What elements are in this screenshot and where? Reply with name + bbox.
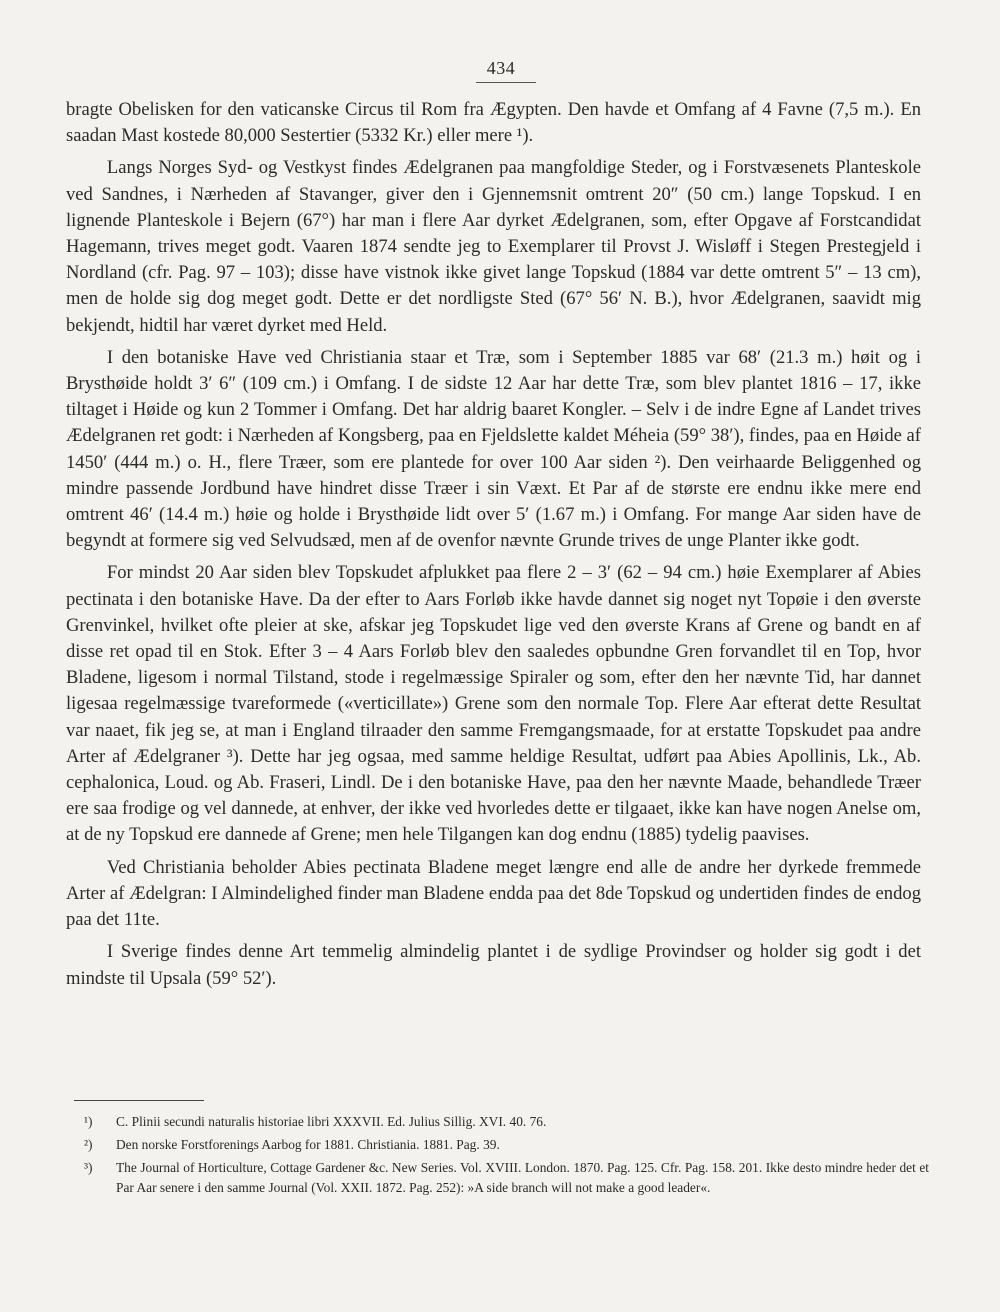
footnote-mark: ³) — [84, 1160, 93, 1175]
footnote-3 — [74, 1158, 929, 1198]
footnote-divider — [74, 1100, 204, 1101]
footnote-text: The Journal of Horticulture, Cottage Gardener &c. New Series. Vol. XVIII. London. 1870. Pag. 125. Cfr. Pag. 158. 201. Ikke desto mindre heder det et Par Aar senere i den samme Journal (Vol. XXII. 1872. Pag. 252): »A side branch will not make a good leader«. — [116, 1160, 929, 1195]
body-text — [66, 97, 921, 998]
footnotes — [74, 1112, 929, 1201]
footnote-2 — [74, 1135, 929, 1155]
footnote-1 — [74, 1112, 929, 1132]
footnote-text: C. Plinii secundi naturalis historiae libri XXXVII. Ed. Julius Sillig. XVI. 40. 76. — [116, 1114, 547, 1129]
page-number: 434 — [486, 58, 516, 78]
footnote-text: Den norske Forstforenings Aarbog for 1881. Christiania. 1881. Pag. 39. — [116, 1137, 500, 1152]
paragraph-6: I Sverige findes denne Art temmelig almindelig plantet i de sydlige Provindser og holder sig godt i det mindste til Upsala (59° 52′). — [66, 941, 921, 989]
paragraph-4: For mindst 20 Aar siden blev Topskudet afplukket paa flere 2 – 3′ (62 – 94 cm.) høie Exemplarer af Abies pectinata i den botaniske Have. Da der efter to Aars Forløb ikke havde dannet sig noget nyt Topøie i den øverste Grenvinkel, hvilket ofte pleier at ske, afskar jeg Topskudet lige ved den øverste Krans af Grene og bandt en af disse ret opad til en Stok. Efter 3 – 4 Aars Forløb blev den saaledes opbundne Gren forvandlet til en Top, hvor Bladene, ligesom i normal Tilstand, stode i regelmæssige Spiraler og som, efter den her nævnte Tid, har dannet ligesaa regelmæssige tvareformede («verticillate») Grene som den normale Top. Flere Aar efterat dette Resultat var naaet, fik jeg se, at man i England tilraader den samme Fremgangsmaade, for at erstatte Topskudet paa andre Arter af Ædelgraner ³). Dette har jeg ogsaa, med samme heldige Resultat, udført paa Abies Apollinis, Lk., Ab. cephalonica, Loud. og Ab. Fraseri, Lindl. De i den botaniske Have, paa den her nævnte Maade, behandlede Træer ere saa frodige og vel dannede, at enhver, der ikke ved hvorledes dette er tilgaaet, ikke kan have nogen Anelse om, at de ny Topskud ere dannede af Grene; men hele Tilgangen kan dog endnu (1885) tydelig paavises. — [66, 562, 921, 846]
paragraph-5: Ved Christiania beholder Abies pectinata Bladene meget længre end alle de andre her dyrkede fremmede Arter af Ædelgran: I Almindelighed finder man Bladene endda paa det 8de Topskud og undertiden findes de endog paa det 11te. — [66, 856, 921, 931]
footnote-mark: ¹) — [84, 1114, 93, 1129]
paragraph-3: I den botaniske Have ved Christiania staar et Træ, som i September 1885 var 68′ (21.3 m.) høit og i Brysthøide holdt 3′ 6″ (109 cm.) i Omfang. I de sidste 12 Aar har dette Træ, som blev plantet 1816 – 17, ikke tiltaget i Høide og kun 2 Tommer i Omfang. Det har aldrig baaret Kongler. – Selv i de indre Egne af Landet trives Ædelgranen ret godt: i Nærheden af Kongsberg, paa en Fjeldslette kaldet Méheia (59° 38′), findes, paa en Høide af 1450′ (444 m.) o. H., flere Træer, som ere plantede for over 100 Aar siden ²). Den veirhaarde Beliggenhed og mindre passende Jordbund have hindret disse Træer i sin Væxt. Et Par af de største ere endnu ikke mere end omtrent 46′ (14.4 m.) høie og holde i Brysthøide lidt over 5′ (1.67 m.) i Omfang. For mange Aar siden have de begyndt at formere sig ved Selvudsæd, men af de ovenfor nævnte Grunde trives de unge Planter ikke godt. — [66, 346, 921, 552]
paragraph-1: bragte Obelisken for den vaticanske Circus til Rom fra Ægypten. Den havde et Omfang af 4 Favne (7,5 m.). En saadan Mast kostede 80,000 Sestertier (5332 Kr.) eller mere ¹). — [66, 99, 921, 147]
footnote-mark: ²) — [84, 1137, 93, 1152]
paragraph-2: Langs Norges Syd- og Vestkyst findes Ædelgranen paa mangfoldige Steder, og i Forstvæsenets Planteskole ved Sandnes, i Nærheden af Stavanger, giver den i Gjennemsnit omtrent 20″ (50 cm.) lange Topskud. I en lignende Planteskole i Bejern (67°) har man i flere Aar dyrket Ædelgranen, som, efter Opgave af Forstcandidat Hagemann, trives meget godt. Vaaren 1874 sendte jeg to Exemplarer til Provst J. Wisløff i Stegen Prestegjeld i Nordland (cfr. Pag. 97 – 103); disse have vistnok ikke givet lange Topskud (1884 var dette omtrent 5″ – 13 cm), men de holde sig dog meget godt. Dette er det nordligste Sted (67° 56′ N. B.), hvor Ædelgranen, saavidt mig bekjendt, hidtil har været dyrket med Held. — [66, 157, 921, 336]
page-number-rule — [476, 82, 536, 83]
document-page — [66, 0, 929, 1312]
